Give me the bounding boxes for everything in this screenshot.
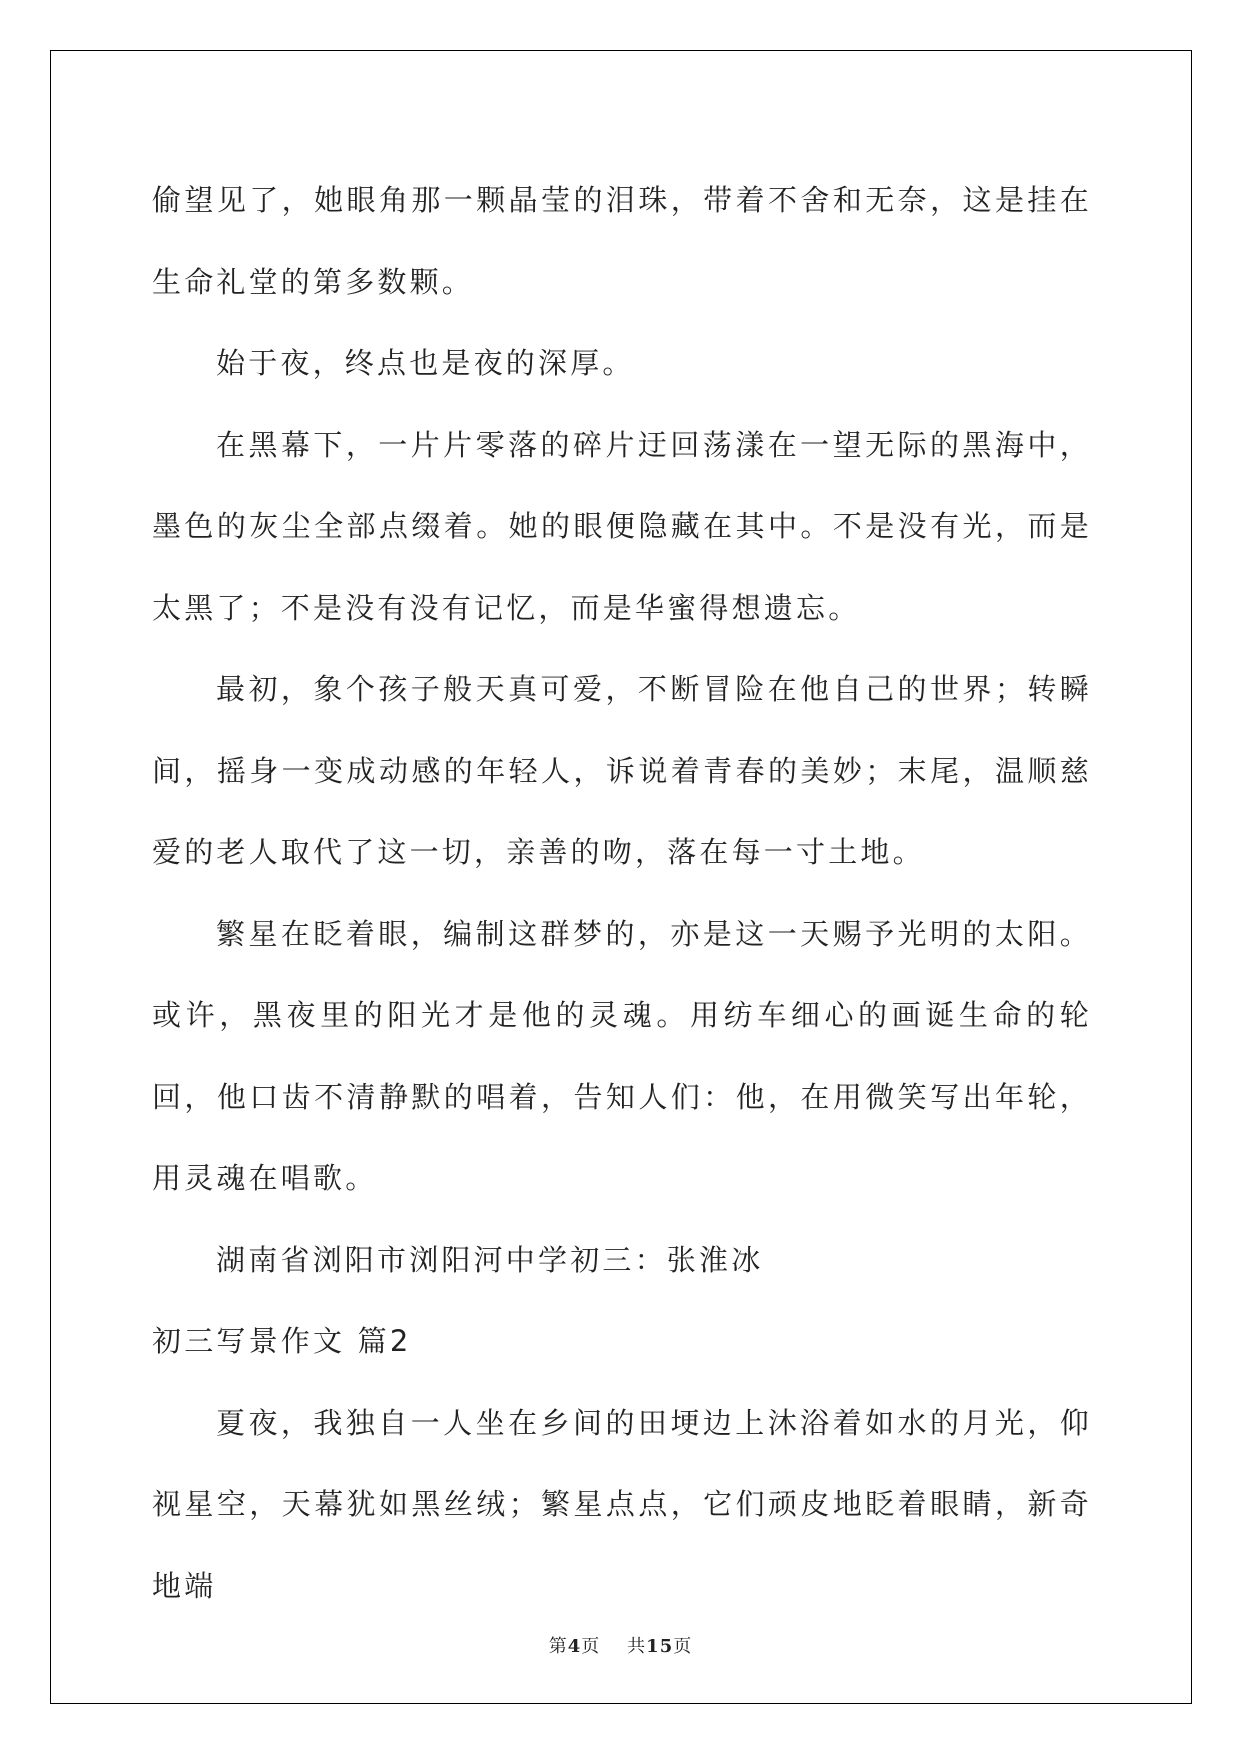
document-body <box>152 160 1092 1627</box>
paragraph: 最初，象个孩子般天真可爱，不断冒险在他自己的世界；转瞬间，摇身一变成动感的年轻人，诉说着青春的美妙；末尾，温顺慈爱的老人取代了这一切，亲善的吻，落在每一寸土地。 <box>152 672 1092 869</box>
footer-total-suffix: 页 <box>673 1636 693 1657</box>
section-heading: 初三写景作文 篇2 <box>152 1324 412 1358</box>
paragraph: 在黑幕下，一片片零落的碎片迂回荡漾在一望无际的黑海中，墨色的灰尘全部点缀着。她的眼便隐藏在其中。不是没有光，而是太黑了；不是没有没有记忆，而是华蜜得想遗忘。 <box>152 427 1092 625</box>
paragraph: 始于夜，终点也是夜的深厚。 <box>216 346 635 380</box>
footer-page-suffix: 页 <box>581 1636 601 1657</box>
current-page-number: 4 <box>567 1636 582 1657</box>
paragraph: 夏夜，我独自一人坐在乡间的田埂边上沐浴着如水的月光，仰视星空，天幕犹如黑丝绒；繁星点点，它们顽皮地眨着眼睛，新奇地端 <box>152 1405 1092 1603</box>
paragraph: 繁星在眨着眼，编制这群梦的，亦是这一天赐予光明的太阳。或许，黑夜里的阳光才是他的灵魂。用纺车细心的画诞生命的轮回，他口齿不清静默的唱着，告知人们：他，在用微笑写出年轮，用灵魂在唱歌。 <box>152 916 1092 1195</box>
footer-prefix: 第 <box>548 1636 568 1657</box>
author-line: 湖南省浏阳市浏阳河中学初三：张淮冰 <box>216 1242 764 1277</box>
total-page-count: 15 <box>646 1636 674 1657</box>
paragraph-continuation: 偷望见了，她眼角那一颗晶莹的泪珠，带着不舍和无奈，这是挂在生命礼堂的第多数颗。 <box>152 183 1092 299</box>
footer-total-prefix: 共 <box>627 1636 647 1657</box>
page-footer <box>0 1632 1241 1658</box>
